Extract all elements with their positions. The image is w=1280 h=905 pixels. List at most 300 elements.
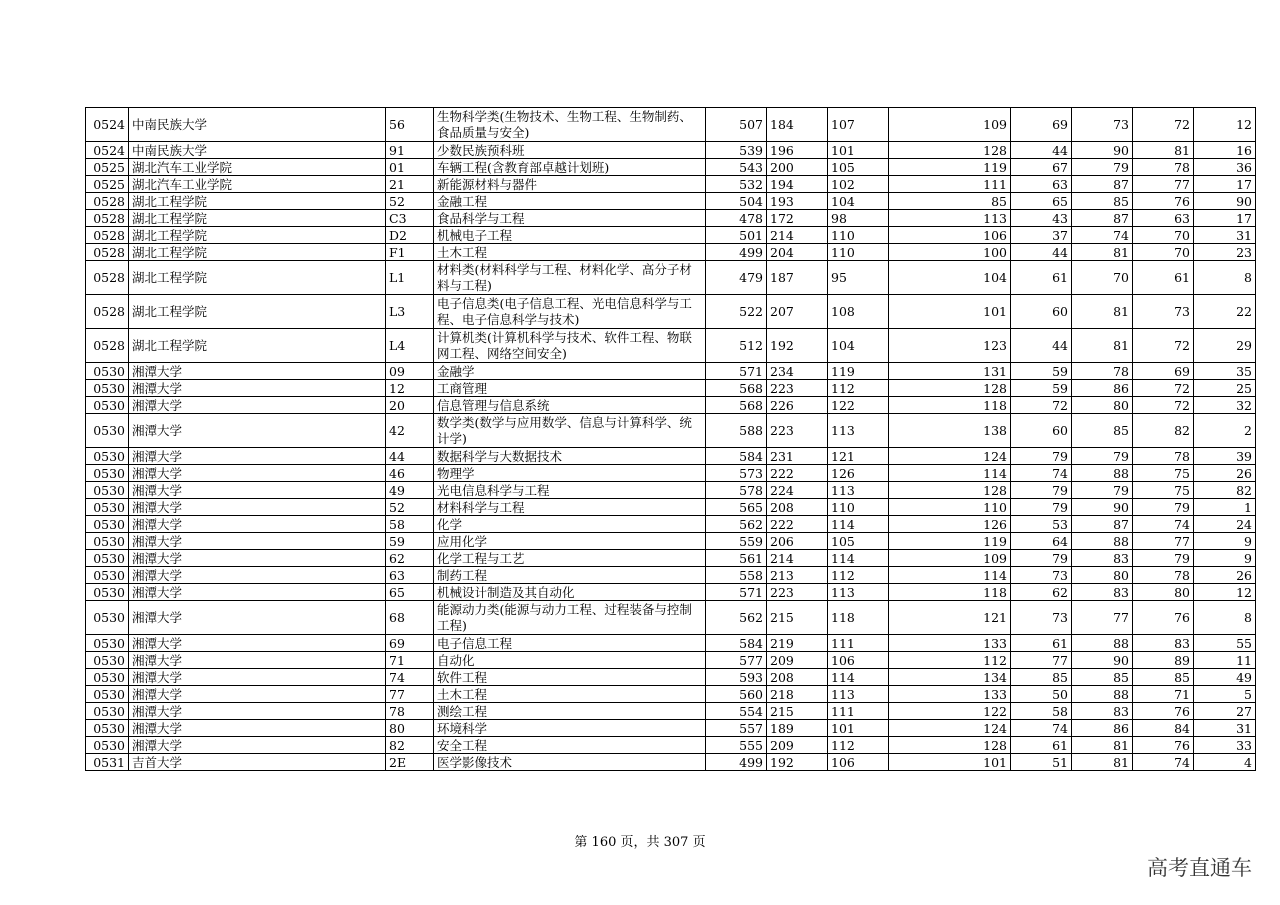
school-code-cell: 0530 <box>86 669 129 686</box>
score-cell-1: 568 <box>706 380 767 397</box>
score-cell-5: 53 <box>1011 516 1072 533</box>
score-cell-1: 499 <box>706 244 767 261</box>
score-cell-5: 37 <box>1011 227 1072 244</box>
score-cell-5: 74 <box>1011 465 1072 482</box>
table-row <box>86 635 1256 652</box>
table-body <box>86 108 1256 771</box>
score-cell-4: 109 <box>889 108 1011 142</box>
score-cell-2: 214 <box>767 550 828 567</box>
score-cell-7: 76 <box>1133 703 1194 720</box>
score-cell-1: 532 <box>706 176 767 193</box>
score-cell-4: 109 <box>889 550 1011 567</box>
major-code-cell: 63 <box>386 567 434 584</box>
score-cell-4: 118 <box>889 397 1011 414</box>
major-code-cell: F1 <box>386 244 434 261</box>
score-cell-5: 62 <box>1011 584 1072 601</box>
major-name-cell: 车辆工程(含教育部卓越计划班) <box>434 159 706 176</box>
score-cell-1: 504 <box>706 193 767 210</box>
score-cell-6: 87 <box>1072 516 1133 533</box>
score-cell-6: 86 <box>1072 380 1133 397</box>
school-code-cell: 0528 <box>86 210 129 227</box>
score-cell-5: 79 <box>1011 448 1072 465</box>
school-name-cell: 湖北工程学院 <box>129 329 386 363</box>
major-name-cell: 化学工程与工艺 <box>434 550 706 567</box>
score-cell-7: 89 <box>1133 652 1194 669</box>
score-cell-3: 106 <box>828 652 889 669</box>
table-row <box>86 176 1256 193</box>
score-cell-2: 218 <box>767 686 828 703</box>
school-name-cell: 湘潭大学 <box>129 567 386 584</box>
score-cell-8: 32 <box>1194 397 1256 414</box>
score-cell-6: 81 <box>1072 244 1133 261</box>
school-name-cell: 湖北工程学院 <box>129 227 386 244</box>
score-cell-1: 593 <box>706 669 767 686</box>
score-cell-5: 79 <box>1011 482 1072 499</box>
table-row <box>86 295 1256 329</box>
score-cell-5: 50 <box>1011 686 1072 703</box>
school-code-cell: 0530 <box>86 465 129 482</box>
score-cell-7: 73 <box>1133 295 1194 329</box>
school-code-cell: 0530 <box>86 516 129 533</box>
school-code-cell: 0528 <box>86 227 129 244</box>
school-name-cell: 湖北工程学院 <box>129 261 386 295</box>
school-code-cell: 0525 <box>86 159 129 176</box>
score-cell-4: 128 <box>889 380 1011 397</box>
score-cell-5: 77 <box>1011 652 1072 669</box>
table-row <box>86 720 1256 737</box>
score-cell-8: 25 <box>1194 380 1256 397</box>
score-cell-6: 81 <box>1072 754 1133 771</box>
score-cell-1: 562 <box>706 516 767 533</box>
major-name-cell: 机械电子工程 <box>434 227 706 244</box>
score-cell-1: 555 <box>706 737 767 754</box>
table-row <box>86 244 1256 261</box>
score-cell-6: 87 <box>1072 176 1133 193</box>
score-cell-3: 113 <box>828 414 889 448</box>
major-code-cell: 52 <box>386 193 434 210</box>
table-row <box>86 669 1256 686</box>
school-code-cell: 0528 <box>86 193 129 210</box>
school-name-cell: 湘潭大学 <box>129 414 386 448</box>
score-cell-2: 187 <box>767 261 828 295</box>
score-cell-1: 568 <box>706 397 767 414</box>
score-cell-3: 108 <box>828 295 889 329</box>
table-row <box>86 686 1256 703</box>
score-cell-4: 128 <box>889 737 1011 754</box>
score-cell-5: 64 <box>1011 533 1072 550</box>
school-name-cell: 湘潭大学 <box>129 380 386 397</box>
score-cell-8: 26 <box>1194 465 1256 482</box>
score-cell-7: 69 <box>1133 363 1194 380</box>
table-row <box>86 516 1256 533</box>
score-cell-3: 110 <box>828 499 889 516</box>
score-cell-4: 106 <box>889 227 1011 244</box>
score-cell-5: 58 <box>1011 703 1072 720</box>
score-cell-7: 72 <box>1133 397 1194 414</box>
score-cell-4: 110 <box>889 499 1011 516</box>
major-name-cell: 自动化 <box>434 652 706 669</box>
table-row <box>86 159 1256 176</box>
score-cell-8: 36 <box>1194 159 1256 176</box>
major-code-cell: 77 <box>386 686 434 703</box>
table-row <box>86 652 1256 669</box>
school-name-cell: 湘潭大学 <box>129 703 386 720</box>
score-cell-5: 65 <box>1011 193 1072 210</box>
score-cell-1: 565 <box>706 499 767 516</box>
score-cell-6: 85 <box>1072 193 1133 210</box>
score-cell-1: 584 <box>706 635 767 652</box>
score-cell-3: 106 <box>828 754 889 771</box>
score-cell-2: 223 <box>767 584 828 601</box>
score-cell-4: 118 <box>889 584 1011 601</box>
score-cell-4: 111 <box>889 176 1011 193</box>
table-row <box>86 193 1256 210</box>
major-code-cell: 78 <box>386 703 434 720</box>
score-cell-3: 113 <box>828 686 889 703</box>
major-code-cell: 91 <box>386 142 434 159</box>
score-cell-8: 26 <box>1194 567 1256 584</box>
school-code-cell: 0530 <box>86 482 129 499</box>
score-cell-6: 80 <box>1072 567 1133 584</box>
score-cell-1: 588 <box>706 414 767 448</box>
score-cell-8: 55 <box>1194 635 1256 652</box>
score-cell-2: 172 <box>767 210 828 227</box>
score-cell-8: 9 <box>1194 533 1256 550</box>
score-cell-3: 104 <box>828 193 889 210</box>
school-name-cell: 湘潭大学 <box>129 363 386 380</box>
score-cell-7: 72 <box>1133 108 1194 142</box>
table-row <box>86 499 1256 516</box>
score-cell-5: 60 <box>1011 295 1072 329</box>
score-cell-3: 112 <box>828 380 889 397</box>
score-cell-8: 33 <box>1194 737 1256 754</box>
score-cell-3: 110 <box>828 227 889 244</box>
score-cell-2: 223 <box>767 380 828 397</box>
score-cell-5: 59 <box>1011 363 1072 380</box>
score-cell-2: 196 <box>767 142 828 159</box>
table-row <box>86 601 1256 635</box>
major-name-cell: 环境科学 <box>434 720 706 737</box>
score-cell-3: 105 <box>828 533 889 550</box>
major-name-cell: 电子信息类(电子信息工程、光电信息科学与工程、电子信息科学与技术) <box>434 295 706 329</box>
major-name-cell: 化学 <box>434 516 706 533</box>
score-cell-2: 206 <box>767 533 828 550</box>
major-code-cell: 20 <box>386 397 434 414</box>
score-cell-7: 79 <box>1133 550 1194 567</box>
score-cell-8: 12 <box>1194 108 1256 142</box>
score-cell-2: 213 <box>767 567 828 584</box>
score-cell-8: 17 <box>1194 210 1256 227</box>
score-cell-2: 208 <box>767 499 828 516</box>
score-cell-6: 85 <box>1072 669 1133 686</box>
score-cell-7: 81 <box>1133 142 1194 159</box>
score-cell-7: 76 <box>1133 193 1194 210</box>
score-cell-4: 131 <box>889 363 1011 380</box>
score-cell-8: 24 <box>1194 516 1256 533</box>
school-name-cell: 湘潭大学 <box>129 635 386 652</box>
major-name-cell: 生物科学类(生物技术、生物工程、生物制药、食品质量与安全) <box>434 108 706 142</box>
major-name-cell: 数据科学与大数据技术 <box>434 448 706 465</box>
score-cell-1: 554 <box>706 703 767 720</box>
score-cell-2: 189 <box>767 720 828 737</box>
score-cell-7: 83 <box>1133 635 1194 652</box>
score-cell-7: 78 <box>1133 448 1194 465</box>
page-number: 第 160 页，共 307 页 <box>574 835 706 850</box>
score-cell-1: 559 <box>706 533 767 550</box>
score-cell-6: 88 <box>1072 465 1133 482</box>
score-cell-2: 215 <box>767 703 828 720</box>
school-name-cell: 湘潭大学 <box>129 686 386 703</box>
major-name-cell: 土木工程 <box>434 244 706 261</box>
score-cell-2: 209 <box>767 652 828 669</box>
table-row <box>86 754 1256 771</box>
major-name-cell: 电子信息工程 <box>434 635 706 652</box>
score-cell-5: 69 <box>1011 108 1072 142</box>
school-code-cell: 0530 <box>86 686 129 703</box>
score-cell-6: 85 <box>1072 414 1133 448</box>
score-cell-3: 113 <box>828 584 889 601</box>
score-cell-6: 87 <box>1072 210 1133 227</box>
score-cell-4: 124 <box>889 720 1011 737</box>
score-cell-7: 72 <box>1133 329 1194 363</box>
score-cell-2: 204 <box>767 244 828 261</box>
score-cell-7: 72 <box>1133 380 1194 397</box>
major-name-cell: 材料类(材料科学与工程、材料化学、高分子材料与工程) <box>434 261 706 295</box>
school-name-cell: 湘潭大学 <box>129 448 386 465</box>
school-name-cell: 湖北工程学院 <box>129 244 386 261</box>
score-cell-5: 73 <box>1011 601 1072 635</box>
major-name-cell: 信息管理与信息系统 <box>434 397 706 414</box>
score-cell-3: 121 <box>828 448 889 465</box>
score-cell-1: 571 <box>706 584 767 601</box>
school-code-cell: 0528 <box>86 244 129 261</box>
school-code-cell: 0530 <box>86 499 129 516</box>
school-code-cell: 0524 <box>86 142 129 159</box>
score-cell-1: 584 <box>706 448 767 465</box>
table-row <box>86 482 1256 499</box>
score-cell-7: 80 <box>1133 584 1194 601</box>
score-cell-5: 61 <box>1011 737 1072 754</box>
school-code-cell: 0530 <box>86 652 129 669</box>
school-code-cell: 0530 <box>86 703 129 720</box>
score-cell-7: 75 <box>1133 465 1194 482</box>
score-cell-3: 104 <box>828 329 889 363</box>
score-cell-2: 192 <box>767 754 828 771</box>
score-cell-7: 84 <box>1133 720 1194 737</box>
score-cell-7: 85 <box>1133 669 1194 686</box>
major-code-cell: 71 <box>386 652 434 669</box>
score-cell-7: 74 <box>1133 754 1194 771</box>
score-cell-4: 122 <box>889 703 1011 720</box>
table-row <box>86 363 1256 380</box>
major-name-cell: 测绘工程 <box>434 703 706 720</box>
major-code-cell: 44 <box>386 448 434 465</box>
score-cell-4: 124 <box>889 448 1011 465</box>
score-cell-7: 78 <box>1133 567 1194 584</box>
score-cell-3: 126 <box>828 465 889 482</box>
admission-score-table <box>85 107 1256 771</box>
score-cell-7: 70 <box>1133 244 1194 261</box>
score-cell-4: 104 <box>889 261 1011 295</box>
major-name-cell: 食品科学与工程 <box>434 210 706 227</box>
major-code-cell: 2E <box>386 754 434 771</box>
major-code-cell: 58 <box>386 516 434 533</box>
score-cell-7: 74 <box>1133 516 1194 533</box>
score-cell-3: 95 <box>828 261 889 295</box>
score-cell-6: 77 <box>1072 601 1133 635</box>
school-code-cell: 0530 <box>86 363 129 380</box>
score-cell-3: 113 <box>828 482 889 499</box>
score-cell-3: 101 <box>828 720 889 737</box>
major-name-cell: 医学影像技术 <box>434 754 706 771</box>
school-name-cell: 湖北工程学院 <box>129 210 386 227</box>
score-cell-4: 113 <box>889 210 1011 227</box>
table-row <box>86 703 1256 720</box>
score-cell-8: 9 <box>1194 550 1256 567</box>
score-cell-8: 39 <box>1194 448 1256 465</box>
score-cell-2: 226 <box>767 397 828 414</box>
score-cell-1: 577 <box>706 652 767 669</box>
score-cell-2: 223 <box>767 414 828 448</box>
table-row <box>86 397 1256 414</box>
school-name-cell: 湘潭大学 <box>129 499 386 516</box>
table-row <box>86 584 1256 601</box>
score-cell-6: 83 <box>1072 703 1133 720</box>
score-cell-8: 8 <box>1194 601 1256 635</box>
score-cell-6: 74 <box>1072 227 1133 244</box>
score-cell-1: 479 <box>706 261 767 295</box>
score-cell-5: 61 <box>1011 635 1072 652</box>
school-name-cell: 湘潭大学 <box>129 550 386 567</box>
major-code-cell: 21 <box>386 176 434 193</box>
score-cell-4: 138 <box>889 414 1011 448</box>
score-cell-1: 571 <box>706 363 767 380</box>
score-cell-4: 134 <box>889 669 1011 686</box>
score-cell-6: 86 <box>1072 720 1133 737</box>
score-cell-3: 118 <box>828 601 889 635</box>
score-cell-4: 133 <box>889 686 1011 703</box>
score-cell-6: 73 <box>1072 108 1133 142</box>
score-cell-1: 558 <box>706 567 767 584</box>
score-cell-3: 114 <box>828 550 889 567</box>
school-name-cell: 湘潭大学 <box>129 601 386 635</box>
score-cell-2: 234 <box>767 363 828 380</box>
score-cell-6: 88 <box>1072 533 1133 550</box>
score-cell-2: 193 <box>767 193 828 210</box>
score-cell-8: 1 <box>1194 499 1256 516</box>
school-code-cell: 0528 <box>86 261 129 295</box>
table-row <box>86 737 1256 754</box>
score-cell-1: 543 <box>706 159 767 176</box>
score-cell-4: 119 <box>889 159 1011 176</box>
school-name-cell: 湘潭大学 <box>129 652 386 669</box>
score-cell-5: 72 <box>1011 397 1072 414</box>
score-cell-2: 224 <box>767 482 828 499</box>
score-cell-8: 35 <box>1194 363 1256 380</box>
school-code-cell: 0528 <box>86 295 129 329</box>
score-cell-2: 222 <box>767 465 828 482</box>
major-code-cell: 56 <box>386 108 434 142</box>
score-cell-8: 11 <box>1194 652 1256 669</box>
major-name-cell: 计算机类(计算机科学与技术、软件工程、物联网工程、网络空间安全) <box>434 329 706 363</box>
major-name-cell: 数学类(数学与应用数学、信息与计算科学、统计学) <box>434 414 706 448</box>
score-cell-4: 101 <box>889 295 1011 329</box>
school-code-cell: 0530 <box>86 550 129 567</box>
major-code-cell: 12 <box>386 380 434 397</box>
score-cell-6: 90 <box>1072 499 1133 516</box>
score-cell-8: 23 <box>1194 244 1256 261</box>
major-code-cell: L1 <box>386 261 434 295</box>
school-name-cell: 湖北工程学院 <box>129 193 386 210</box>
score-cell-2: 184 <box>767 108 828 142</box>
score-cell-1: 557 <box>706 720 767 737</box>
score-cell-8: 31 <box>1194 227 1256 244</box>
score-cell-4: 128 <box>889 482 1011 499</box>
school-name-cell: 湖北汽车工业学院 <box>129 159 386 176</box>
score-cell-3: 111 <box>828 635 889 652</box>
school-name-cell: 湘潭大学 <box>129 533 386 550</box>
major-name-cell: 工商管理 <box>434 380 706 397</box>
score-cell-8: 27 <box>1194 703 1256 720</box>
score-cell-6: 80 <box>1072 397 1133 414</box>
score-cell-6: 79 <box>1072 482 1133 499</box>
major-name-cell: 能源动力类(能源与动力工程、过程装备与控制工程) <box>434 601 706 635</box>
score-cell-5: 43 <box>1011 210 1072 227</box>
score-cell-1: 573 <box>706 465 767 482</box>
score-cell-7: 76 <box>1133 737 1194 754</box>
score-cell-7: 71 <box>1133 686 1194 703</box>
score-cell-3: 114 <box>828 669 889 686</box>
score-cell-8: 90 <box>1194 193 1256 210</box>
score-cell-1: 539 <box>706 142 767 159</box>
school-name-cell: 中南民族大学 <box>129 142 386 159</box>
score-cell-2: 194 <box>767 176 828 193</box>
school-code-cell: 0530 <box>86 737 129 754</box>
table-row <box>86 261 1256 295</box>
school-code-cell: 0530 <box>86 414 129 448</box>
score-cell-8: 4 <box>1194 754 1256 771</box>
score-cell-3: 112 <box>828 737 889 754</box>
major-code-cell: 59 <box>386 533 434 550</box>
score-cell-6: 81 <box>1072 329 1133 363</box>
major-code-cell: 80 <box>386 720 434 737</box>
score-cell-1: 512 <box>706 329 767 363</box>
score-cell-5: 44 <box>1011 329 1072 363</box>
score-cell-3: 114 <box>828 516 889 533</box>
school-code-cell: 0530 <box>86 397 129 414</box>
major-code-cell: 62 <box>386 550 434 567</box>
score-cell-2: 219 <box>767 635 828 652</box>
school-code-cell: 0530 <box>86 584 129 601</box>
score-cell-4: 121 <box>889 601 1011 635</box>
score-cell-4: 101 <box>889 754 1011 771</box>
table-row <box>86 550 1256 567</box>
school-name-cell: 湘潭大学 <box>129 737 386 754</box>
school-code-cell: 0530 <box>86 380 129 397</box>
major-code-cell: C3 <box>386 210 434 227</box>
major-code-cell: 42 <box>386 414 434 448</box>
table-row <box>86 380 1256 397</box>
major-name-cell: 安全工程 <box>434 737 706 754</box>
score-cell-6: 79 <box>1072 448 1133 465</box>
major-name-cell: 机械设计制造及其自动化 <box>434 584 706 601</box>
major-code-cell: 74 <box>386 669 434 686</box>
score-cell-7: 78 <box>1133 159 1194 176</box>
table-row <box>86 414 1256 448</box>
score-cell-6: 90 <box>1072 142 1133 159</box>
score-cell-6: 83 <box>1072 550 1133 567</box>
score-cell-7: 75 <box>1133 482 1194 499</box>
